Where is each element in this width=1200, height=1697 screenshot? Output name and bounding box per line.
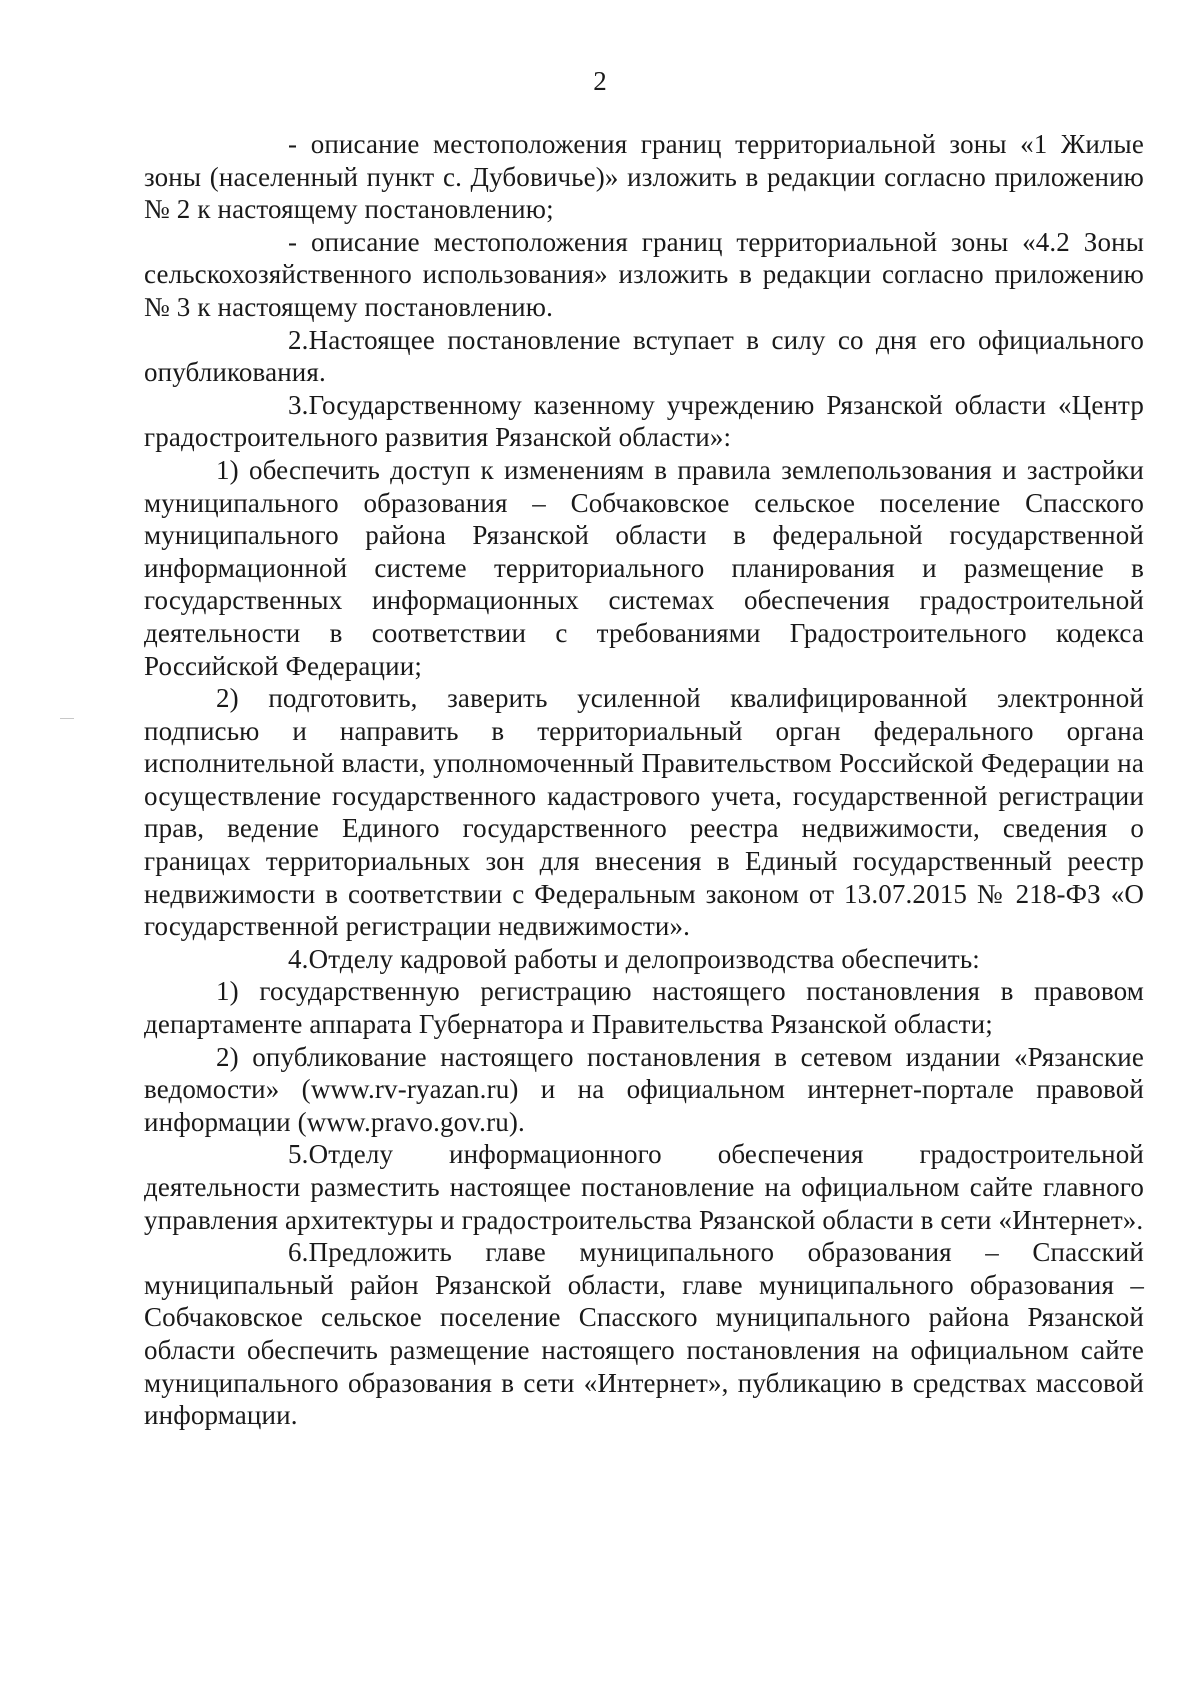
paragraph-item-4: [144, 943, 1144, 976]
paragraph-text: государственную регистрацию настоящего постановления в правовом департаменте аппарата Губернатора и Правительства Рязанской области;: [144, 976, 1144, 1040]
paragraph-marker: 1): [216, 976, 239, 1007]
scan-margin-mark: [60, 718, 74, 719]
paragraph-marker: 6.: [288, 1237, 309, 1268]
paragraph-text: Настоящее постановление вступает в силу со дня его официального опубликования.: [144, 324, 1144, 388]
paragraph-dash-1: [144, 128, 1144, 226]
paragraph-text: описание местоположения границ территориальной зоны «1 Жилые зоны (населенный пункт с. Дубовичье)» изложить в редакции согласно приложению № 2 к настоящему постановлению;: [144, 129, 1144, 225]
paragraph-text: Государственному казенному учреждению Рязанской области «Центр градостроительного развития Рязанской области»:: [144, 389, 1144, 453]
paragraph-dash-2: [144, 226, 1144, 324]
paragraph-text: подготовить, заверить усиленной квалифицированной электронной подписью и направить в территориальный орган федерального органа исполнительной власти, уполномоченный Правительством Российской Федерации на осуществление государственного кадастрового учета, государственной регистрации прав, ведение Единого государственного реестра недвижимости, сведения о границах территориальных зон для внесения в Единый государственный реестр недвижимости в соответствии с Федеральным законом от 13.07.2015 № 218-ФЗ «О государственной регистрации недвижимости».: [144, 683, 1144, 942]
paragraph-text: Отделу информационного обеспечения градостроительной деятельности разместить настоящее постановление на официальном сайте главного управления архитектуры и градостроительства Рязанской области в сети «Интернет».: [144, 1139, 1144, 1235]
paragraph-marker: 1): [216, 454, 239, 485]
paragraph-marker: -: [288, 226, 298, 257]
paragraph-text: описание местоположения границ территориальной зоны «4.2 Зоны сельскохозяйственного использования» изложить в редакции согласно приложению № 3 к настоящему постановлению.: [144, 226, 1145, 322]
paragraph-marker: 4.: [288, 943, 309, 974]
paragraph-text: Отделу кадровой работы и делопроизводства обеспечить:: [308, 943, 980, 974]
paragraph-item-3: [144, 389, 1144, 454]
paragraph-marker: 2): [216, 1041, 239, 1072]
paragraph-item-6: [144, 1236, 1144, 1432]
document-body: [144, 128, 1144, 1432]
paragraph-text: Предложить главе муниципального образования – Спасский муниципальный район Рязанской области, главе муниципального образования – Собчаковское сельское поселение Спасского муниципального района Рязанской области обеспечить размещение настоящего постановления на официальном сайте муниципального образования в сети «Интернет», публикацию в средствах массовой информации.: [144, 1237, 1144, 1431]
paragraph-item-4-2: [144, 1041, 1144, 1139]
page-number: 2: [593, 66, 607, 96]
paragraph-item-5: [144, 1138, 1144, 1236]
paragraph-item-3-2: [144, 682, 1144, 943]
paragraph-item-4-1: [144, 975, 1144, 1040]
paragraph-item-2: [144, 324, 1144, 389]
paragraph-marker: -: [288, 129, 298, 159]
paragraph-marker: 2.: [288, 324, 309, 355]
paragraph-text: обеспечить доступ к изменениям в правила землепользования и застройки муниципального образования – Собчаковское сельское поселение Спасского муниципального района Рязанской области в федеральной государственной информационной системе территориального планирования и размещение в государственных информационных системах обеспечения градостроительной деятельности в соответствии с требованиями Градостроительного кодекса Российской Федерации;: [144, 454, 1145, 681]
paragraph-text: опубликование настоящего постановления в сетевом издании «Рязанские ведомости» (www.rv-ryazan.ru) и на официальном интернет-портале правовой информации (www.pravo.gov.ru).: [144, 1041, 1144, 1137]
paragraph-item-3-1: [144, 454, 1144, 682]
paragraph-marker: 3.: [288, 389, 309, 420]
paragraph-marker: 5.: [288, 1139, 309, 1170]
paragraph-marker: 2): [216, 683, 239, 714]
